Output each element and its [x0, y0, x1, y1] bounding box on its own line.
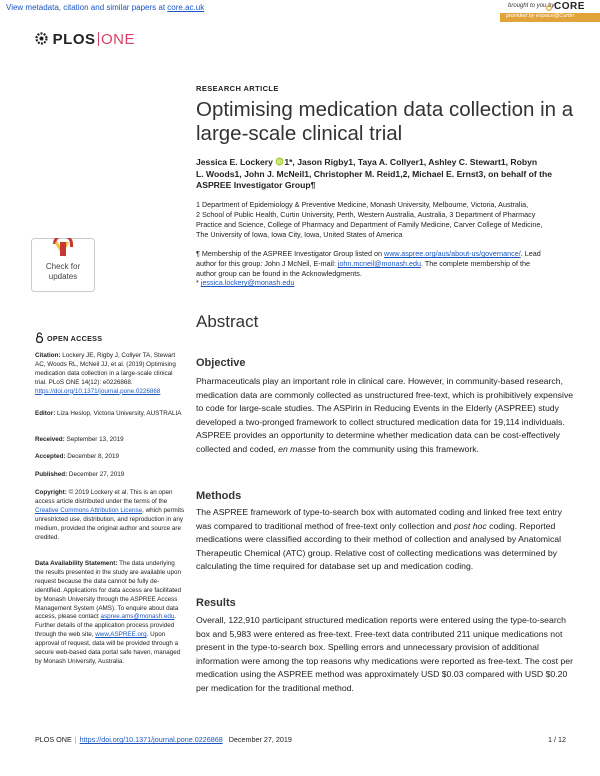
authors-line-2: L. Woods1, John J. McNeil1, Christopher M. Reid1,2, Michael E. Ernst3, on behalf of the — [196, 168, 553, 179]
cc-license-link[interactable]: Creative Commons Attribution License — [35, 506, 143, 514]
one-text: ONE — [101, 31, 136, 48]
governance-link[interactable]: www.aspree.org/aus/about-us/governance/ — [384, 249, 521, 258]
membership-note — [196, 249, 576, 279]
author-list — [196, 157, 576, 192]
orcid-icon[interactable] — [275, 157, 284, 166]
affiliation-line: Practice and Science, College of Pharmacy and Department of Family Medicine, Carver College of Medicine, — [196, 220, 543, 229]
footer-journal: PLOS ONE — [35, 735, 72, 744]
aspree-website-link[interactable]: www.ASPREE.org — [95, 631, 147, 639]
results-heading: Results — [196, 597, 236, 609]
core-logo-icon — [546, 5, 552, 11]
corresponding-author — [196, 278, 576, 287]
authors-line-3: ASPREE Investigator Group¶ — [196, 180, 316, 190]
metadata-text: View metadata, citation and similar papers at — [6, 3, 166, 12]
core-url-link[interactable]: core.ac.uk — [167, 3, 205, 12]
objective-paragraph — [196, 375, 576, 457]
citation-doi-link[interactable]: https://doi.org/10.1371/journal.pone.0226868 — [35, 387, 161, 395]
copyright-text: , which permits unrestricted use, distribution, and reproduction in any medium, provided the original author and source are credited. — [35, 506, 185, 541]
corresponding-email-link[interactable]: jessica.lockery@monash.edu — [200, 278, 295, 287]
footer-date: December 27, 2019 — [228, 735, 292, 744]
page-number: 1 / 12 — [548, 735, 566, 744]
copyright-block — [35, 489, 185, 542]
title-line-2: large-scale clinical trial — [196, 122, 403, 145]
received-block — [35, 436, 185, 445]
ams-email-link[interactable]: aspree.ams@monash.edu — [100, 613, 175, 621]
affiliation-line: 1 Department of Epidemiology & Preventive Medicine, Monash University, Melbourne, Victoria, Australia, — [196, 200, 529, 209]
corresp-star: * — [196, 278, 201, 287]
citation-block — [35, 352, 185, 397]
plos-text: PLOS — [52, 31, 96, 48]
received-label: Received: — [35, 436, 65, 443]
accepted-block — [35, 453, 185, 462]
data-availability-label: Data Availability Statement: — [35, 560, 118, 567]
objective-emphasis: en masse — [278, 443, 316, 454]
first-author: Jessica E. Lockery — [196, 157, 273, 167]
open-access-text: OPEN ACCESS — [47, 334, 103, 343]
brought-by-text: brought to you by — [508, 3, 555, 9]
page-footer: PLOS ONE | https://doi.org/10.1371/journal.pone.0226868 December 27, 2019 — [35, 735, 292, 744]
authors-line-1: 1*, Jason Rigby1, Taya A. Collyer1, Ashley C. Stewart1, Robyn — [284, 157, 538, 167]
published-block — [35, 471, 185, 480]
methods-emphasis: post hoc — [453, 520, 487, 531]
membership-text: author group can be found in the Acknowledgments. — [196, 269, 362, 278]
article-type: RESEARCH ARTICLE — [196, 84, 279, 93]
methods-text: coding. Reported medications were classified according to their method of collection and analysed by Anatomical Therapeutic Chemical (ATC) group. Relative cost of collecting medications was determined by calculating the time required for database set up and medication coding. — [196, 520, 562, 572]
copyright-text: © 2019 Lockery et al. This is an open access article distributed under the terms of the — [35, 489, 173, 505]
footer-doi-link[interactable]: https://doi.org/10.1371/journal.pone.0226868 — [79, 735, 223, 744]
editor-label: Editor: — [35, 410, 56, 417]
objective-text: Pharmaceuticals play an important role in clinical care. However, in community-based research, medication data are commonly collected as unstructured free-text, which is prohibitively expensive to code for large-scale studies. The ASPirin in Reducing Events in the Elderly (ASPREE) study developed a two-pronged framework to collect structured medication data for 19,114 individuals. ASPREE provides an opportunity to determine whether medication data can be cost-effectively collected and coded, — [196, 376, 574, 454]
membership-text: . The complete membership of the — [421, 259, 530, 268]
provided-by-banner[interactable] — [500, 13, 600, 22]
results-paragraph: Overall, 122,910 participant structured medication reports were entered using the type-to-search box and 5,983 were entered as free-text. Free-text data contributed 211 unique medications not present in the type-to-search box. Spelling errors and unnecessary provision of additional information were among the top reasons why medications were reported as free-text. The cost per medication using the ASPREE method was approximately USD $0.03 compared with USD $0.20 per medication for the traditional method. — [196, 615, 573, 693]
accepted-label: Accepted: — [35, 453, 66, 460]
badge-line-2: updates — [48, 271, 78, 281]
received-date: September 13, 2019 — [64, 436, 124, 443]
membership-text: ¶ Membership of the ASPREE Investigator Group listed on — [196, 249, 385, 258]
citation-label: Citation: — [35, 352, 61, 359]
published-date: December 27, 2019 — [67, 471, 125, 478]
core-logo[interactable]: CORE — [554, 1, 585, 12]
copyright-label: Copyright: — [35, 489, 67, 496]
methods-text: The ASPREE framework of type-to-search box with automated coding and linked free text entry was compared to traditional method of free-text only collection and — [196, 507, 563, 531]
page-title — [196, 98, 576, 146]
methods-paragraph — [196, 506, 576, 574]
citation-text: Lockery JE, Rigby J, Collyer TA, Stewart AC, Woods RL, McNeil JJ, et al. (2019) Optimising medication data collection in a large-scale clinical trial. PLoS ONE 14(12): e0226868. — [35, 352, 176, 386]
badge-line-1: Check for — [45, 262, 81, 271]
data-availability-text: . Further details of the application process provided through the web site, — [35, 613, 177, 639]
data-availability-text: . Upon approval of request, data will be provided through a secure web-based data portal safe haven, managed by Monash University, Australia. — [35, 631, 181, 665]
data-availability-block — [35, 560, 185, 667]
methods-heading: Methods — [196, 490, 242, 502]
editor-text: Liza Heslop, Victoria University, AUSTRALIA — [55, 410, 182, 417]
objective-heading: Objective — [196, 357, 246, 369]
title-line-1: Optimising medication data collection in a — [196, 98, 574, 121]
check-for-updates-label[interactable] — [40, 262, 86, 281]
objective-text: from the community using this framework. — [315, 443, 479, 454]
abstract-heading: Abstract — [196, 312, 259, 331]
svg-text:iD: iD — [277, 159, 283, 166]
lead-author-email-link[interactable]: john.mcneil@monash.edu — [337, 259, 422, 268]
data-availability-text: The data underlying the results presented in the study are available upon request because the data cannot be fully de-identified. Applications for data access are facilitated by Monash University through the ASPREE Access Management System (AMS). To enquire about data access, please contact — [35, 560, 181, 621]
provided-by-text: provided by espace@Curtin — [506, 13, 574, 19]
affiliation-line: The University of Iowa, Iowa City, Iowa, United States of America — [196, 230, 403, 239]
affiliations — [196, 200, 576, 240]
affiliation-line: 2 School of Public Health, Curtin University, Perth, Western Australia, Australia, 3 Department of Pharmacy — [196, 210, 536, 219]
plos-one-logo — [35, 31, 135, 48]
core-metadata-link[interactable] — [6, 3, 204, 12]
membership-text: . Lead — [520, 249, 541, 258]
accepted-date: December 8, 2019 — [65, 453, 120, 460]
open-lock-icon — [35, 332, 44, 343]
editor-block — [35, 410, 185, 419]
published-label: Published: — [35, 471, 68, 478]
membership-text: author for this group: John J McNeil, E-mail: — [196, 259, 338, 268]
plos-gear-icon — [35, 32, 48, 45]
